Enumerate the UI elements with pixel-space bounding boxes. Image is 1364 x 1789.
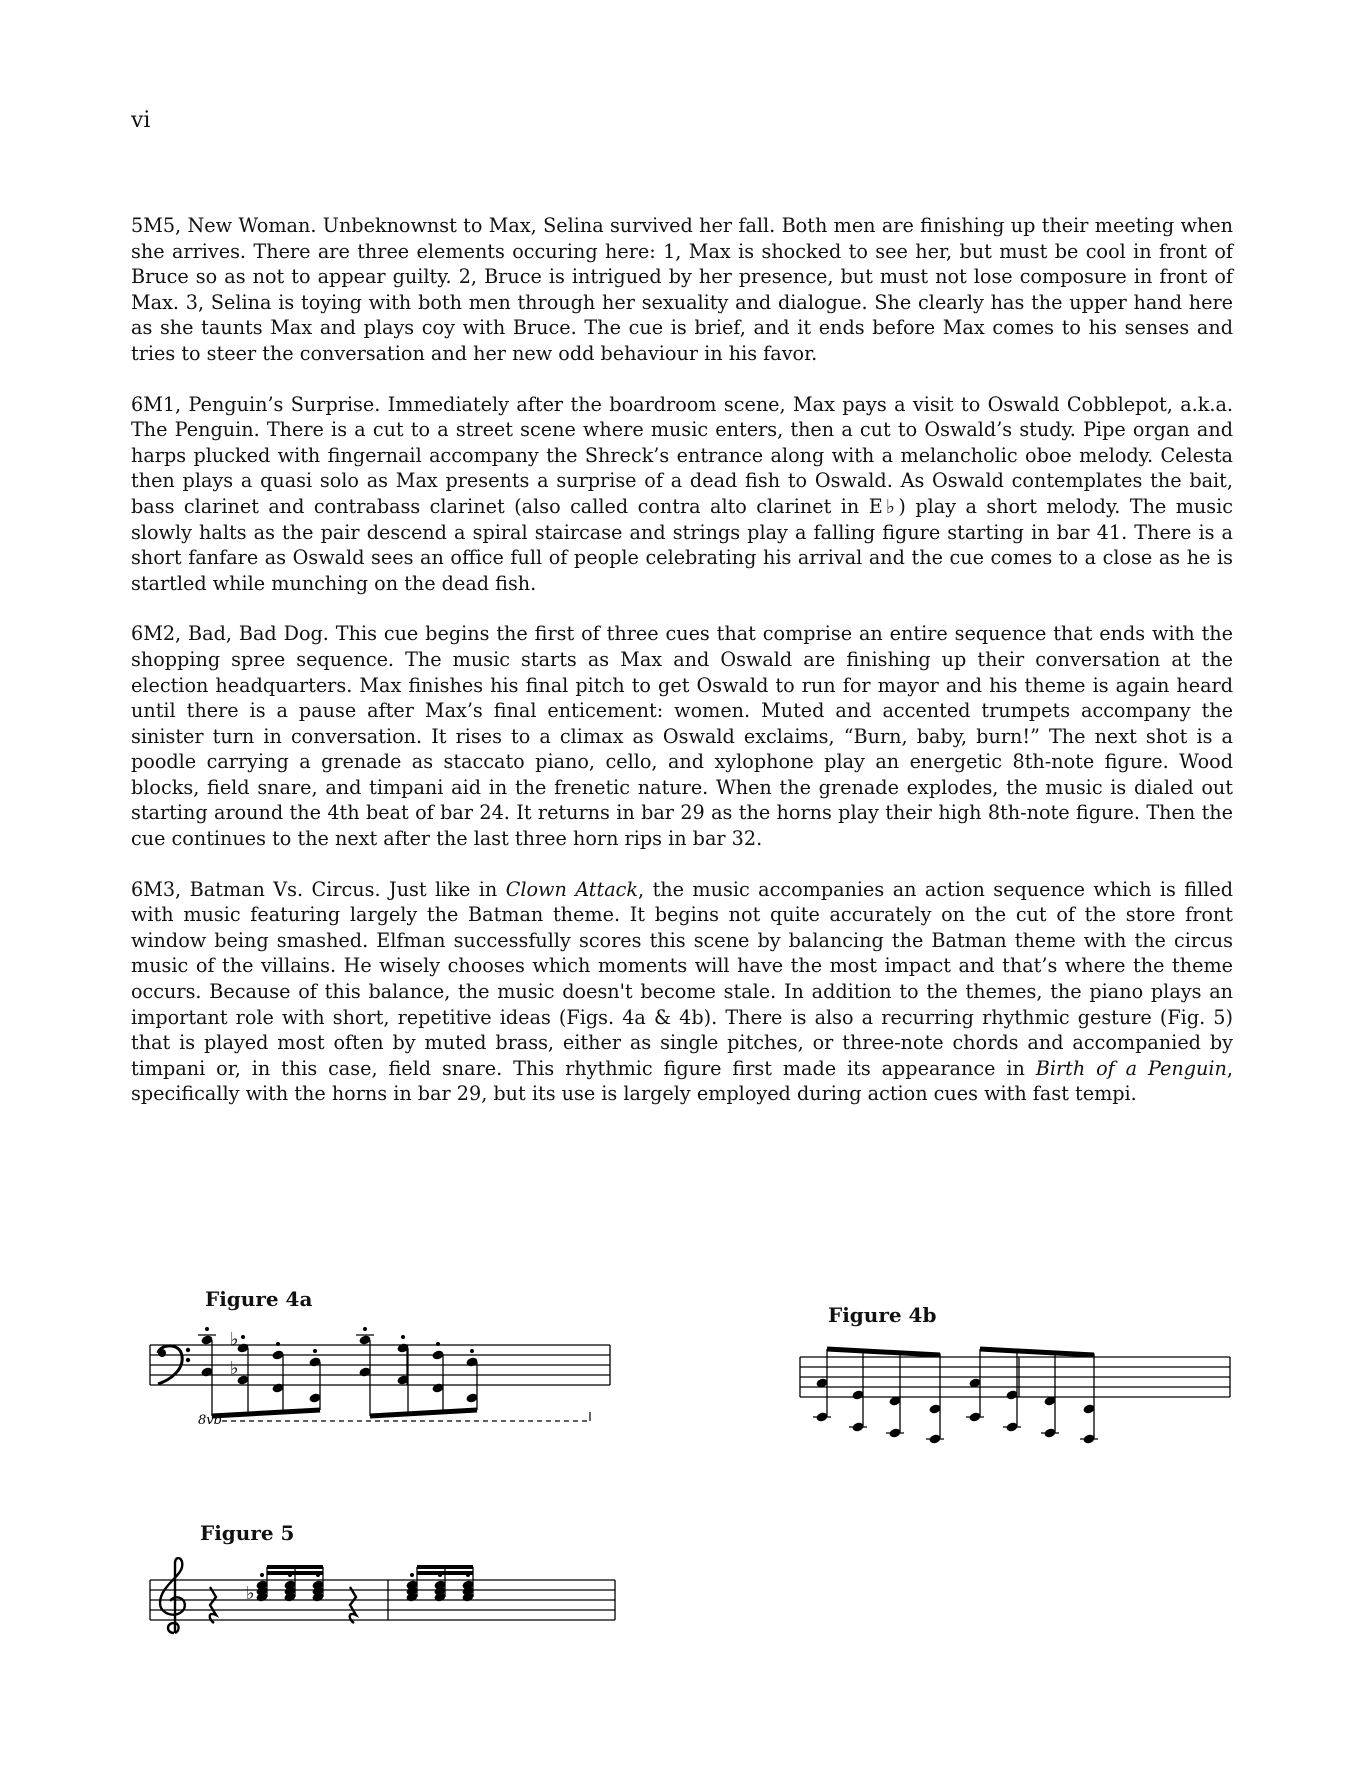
staccato-dot (313, 1349, 317, 1353)
paragraph-6m3 (131, 877, 1233, 1107)
staccato-dot (276, 1342, 280, 1346)
figure-5-notation (150, 1545, 630, 1645)
staccato-dot (436, 1342, 440, 1346)
figure-5-title: Figure 5 (200, 1521, 295, 1545)
staccato-dot (401, 1335, 405, 1339)
staccato-dot (205, 1327, 209, 1331)
paragraph-6m2 (131, 621, 1233, 851)
flat-sign: ♭ (246, 1583, 255, 1604)
beam (827, 1349, 940, 1355)
italic-title: Birth of a Penguin (1035, 1056, 1227, 1080)
beam (212, 1410, 320, 1416)
figure-4a-notes (198, 1327, 479, 1416)
figure-4b-title: Figure 4b (828, 1303, 937, 1327)
treble-clef-icon (160, 1558, 185, 1633)
paragraph-6m1 (131, 392, 1233, 597)
text-run: 5M5, New Woman. Unbeknownst to Max, Selina survived her fall. Both men are finishing up their meeting when she arrives. There are three elements occuring here: 1, Max is shocked to see her, but must be cool in front of Bruce so as not to appear guilty. 2, Bruce is intrigued by her presence, but must not lose composure in front of Max. 3, Selina is toying with both men through her sexuality and dialogue. She clearly has the upper hand here as she taunts Max and plays coy with Bruce. The cue is brief, and it ends before Max comes to his senses and tries to steer the conversation and her new odd behaviour in his favor. (131, 214, 1233, 365)
flat-sign: ♭ (230, 1329, 239, 1350)
figure-4a-notation (150, 1320, 630, 1430)
staff-lines (150, 1580, 615, 1620)
figure-5-notes (210, 1567, 475, 1623)
figure-4a-title: Figure 4a (205, 1287, 313, 1311)
staccato-dot (241, 1335, 245, 1339)
beam (980, 1349, 1094, 1355)
body-text (131, 213, 1233, 1107)
paragraph-5m5 (131, 213, 1233, 367)
page-number: vi (131, 108, 151, 133)
staff-lines (150, 1345, 610, 1385)
ottava-label: 8vb (198, 1413, 222, 1428)
flat-sign: ♭ (230, 1358, 239, 1379)
staccato-dot (363, 1327, 367, 1331)
italic-title: Clown Attack (505, 877, 639, 901)
text-run: 6M2, Bad, Bad Dog. This cue begins the first of three cues that comprise an entire sequence that ends with the shopping spree sequence. The music starts as Max and Oswald are finishing up their conversation at the election headquarters. Max finishes his final pitch to get Oswald to run for mayor and his theme is again heard until there is a pause after Max’s final enticement: women. Muted and accented trumpets accompany the sinister turn in conversation. It rises to a climax as Oswald exclaims, “Burn, baby, burn!” The next shot is a poodle carrying a grenade as staccato piano, cello, and xylophone play an energetic 8th-note figure. Wood blocks, field snare, and timpani aid in the frenetic nature. When the grenade explodes, the music is dialed out starting around the 4th beat of bar 24. It returns in bar 29 as the horns play their high 8th-note figure. Then the cue continues to the next after the last three horn rips in bar 32. (131, 622, 1233, 851)
staccato-dot (410, 1573, 414, 1577)
beam (370, 1410, 477, 1416)
quarter-rest (350, 1587, 356, 1623)
staccato-dot (470, 1349, 474, 1353)
figure-4b-notation (800, 1335, 1240, 1445)
text-run: 6M1, Penguin’s Surprise. Immediately after the boardroom scene, Max pays a visit to Oswald Cobblepot, a.k.a. The Penguin. There is a cut to a street scene where music enters, then a cut to Oswald’s study. Pipe organ and harps plucked with fingernail accompany the Shreck’s entrance along with a melancholic oboe melody. Celesta then plays a quasi solo as Max presents a surprise of a dead fish to Oswald. As Oswald contemplates the bait, bass clarinet and contrabass clarinet (also called contra alto clarinet in E♭) play a short melody. The music slowly halts as the pair descend a spiral staircase and strings play a falling figure starting in bar 41. There is a short fanfare as Oswald sees an office full of people celebrating his arrival and the cue comes to a close as he is startled while munching on the dead fish. (131, 392, 1233, 595)
text-run: , the music accompanies an action sequence which is filled with music featuring largely the Batman theme. It begins not quite accurately on the cut of the store front window being smashed. Elfman successfully scores this scene by balancing the Batman theme with the circus music of the villains. He wisely chooses which moments will have the most impact and that’s where the theme occurs. Because of this balance, the music doesn't become stale. In addition to the themes, the piano plays an important role with short, repetitive ideas (Figs. 4a & 4b). There is also a recurring rhythmic gesture (Fig. 5) that is played most often by muted brass, either as single pitches, or three-note chords and accompanied by timpani or, in this case, field snare. This rhythmic figure first made its appearance in (131, 877, 1233, 1080)
staff-lines (800, 1357, 1230, 1397)
quarter-rest (210, 1587, 216, 1623)
staccato-dot (260, 1573, 264, 1577)
text-run: 6M3, Batman Vs. Circus. Just like in (131, 877, 506, 901)
text-run: , specifically with the horns in bar 29, but its use is largely employed during action cues with fast tempi. (131, 1056, 1234, 1106)
